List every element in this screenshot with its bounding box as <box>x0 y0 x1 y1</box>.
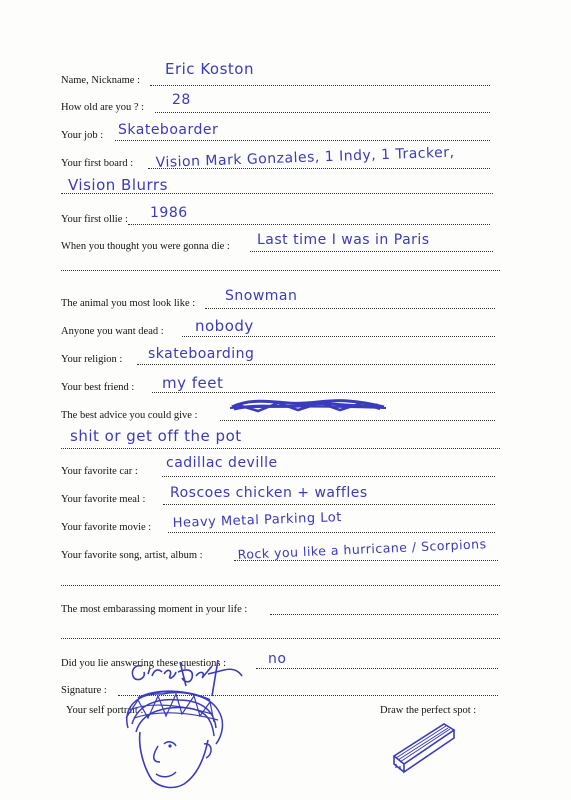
label-movie: Your favorite movie : <box>61 522 152 533</box>
label-first-board: Your first board : <box>61 158 134 169</box>
answer-car: cadillac deville <box>166 455 278 471</box>
row-name <box>0 60 571 90</box>
label-religion: Your religion : <box>61 354 123 365</box>
row-gonna-die-cont <box>0 245 571 275</box>
answer-name: Eric Koston <box>165 60 254 78</box>
answer-line <box>128 224 490 225</box>
answer-line <box>152 392 495 393</box>
answer-song: Rock you like a hurricane / Scorpions <box>237 536 487 562</box>
answer-meal: Roscoes chicken + waffles <box>170 485 368 501</box>
answer-line <box>163 504 495 505</box>
answer-religion: skateboarding <box>148 346 255 362</box>
row-lie <box>0 643 571 673</box>
row-advice <box>0 395 571 425</box>
answer-first-board: Vision Mark Gonzales, 1 Indy, 1 Tracker, <box>155 144 455 171</box>
answer-animal: Snowman <box>225 288 298 304</box>
row-first-ollie <box>0 199 571 229</box>
answer-job: Skateboarder <box>118 122 219 138</box>
row-best-friend <box>0 367 571 397</box>
label-first-ollie: Your first ollie : <box>61 214 128 225</box>
answer-line <box>220 420 495 421</box>
label-animal: The animal you most look like : <box>61 298 196 309</box>
answer-best-friend: my feet <box>162 374 224 392</box>
label-embarassing: The most embarassing moment in your life : <box>61 604 248 615</box>
label-self-portrait: Your self portrait : <box>66 705 144 716</box>
label-song: Your favorite song, artist, album : <box>61 550 203 561</box>
answer-line <box>256 668 498 669</box>
answer-lie: no <box>268 651 287 667</box>
answer-line <box>61 638 500 639</box>
answer-line <box>137 364 495 365</box>
answer-line <box>162 476 495 477</box>
label-meal: Your favorite meal : <box>61 494 146 505</box>
row-dead <box>0 311 571 341</box>
answer-line <box>182 336 495 337</box>
answer-gonna-die: Last time I was in Paris <box>257 232 430 248</box>
label-lie: Did you lie answering these questions : <box>61 658 227 669</box>
row-advice-cont <box>0 423 571 453</box>
row-age <box>0 87 571 117</box>
answer-line <box>205 308 495 309</box>
self-portrait-drawing <box>118 688 238 796</box>
label-perfect-spot: Draw the perfect spot : <box>380 705 477 716</box>
answer-line <box>115 140 490 141</box>
row-song-cont <box>0 560 571 590</box>
answer-line <box>61 270 500 271</box>
row-first-board-cont <box>0 168 571 198</box>
row-job <box>0 115 571 145</box>
answer-first-board-line2: Vision Blurrs <box>68 176 168 194</box>
answer-age: 28 <box>172 92 191 108</box>
label-car: Your favorite car : <box>61 466 138 477</box>
answer-advice: shit or get off the pot <box>70 427 242 445</box>
answer-line <box>61 585 500 586</box>
label-best-friend: Your best friend : <box>61 382 135 393</box>
row-car <box>0 451 571 481</box>
label-name: Name, Nickname : <box>61 75 141 86</box>
label-signature: Signature : <box>61 685 107 696</box>
label-dead: Anyone you want dead : <box>61 326 164 337</box>
answer-movie: Heavy Metal Parking Lot <box>172 510 343 531</box>
perfect-spot-drawing <box>390 716 470 776</box>
answer-first-ollie: 1986 <box>150 205 188 221</box>
row-meal <box>0 479 571 509</box>
label-age: How old are you ? : <box>61 102 145 113</box>
answer-line <box>155 112 490 113</box>
answer-line <box>61 448 500 449</box>
label-advice: The best advice you could give : <box>61 410 198 421</box>
answer-dead: nobody <box>195 317 254 335</box>
row-movie <box>0 507 571 537</box>
row-portrait-labels <box>0 690 571 720</box>
row-animal <box>0 283 571 313</box>
crossed-out-scribble <box>228 395 388 417</box>
row-religion <box>0 339 571 369</box>
label-job: Your job : <box>61 130 104 141</box>
row-embarassing-cont <box>0 613 571 643</box>
answer-line <box>150 85 490 86</box>
answer-line <box>168 532 495 533</box>
label-gonna-die: When you thought you were gonna die : <box>61 241 230 252</box>
